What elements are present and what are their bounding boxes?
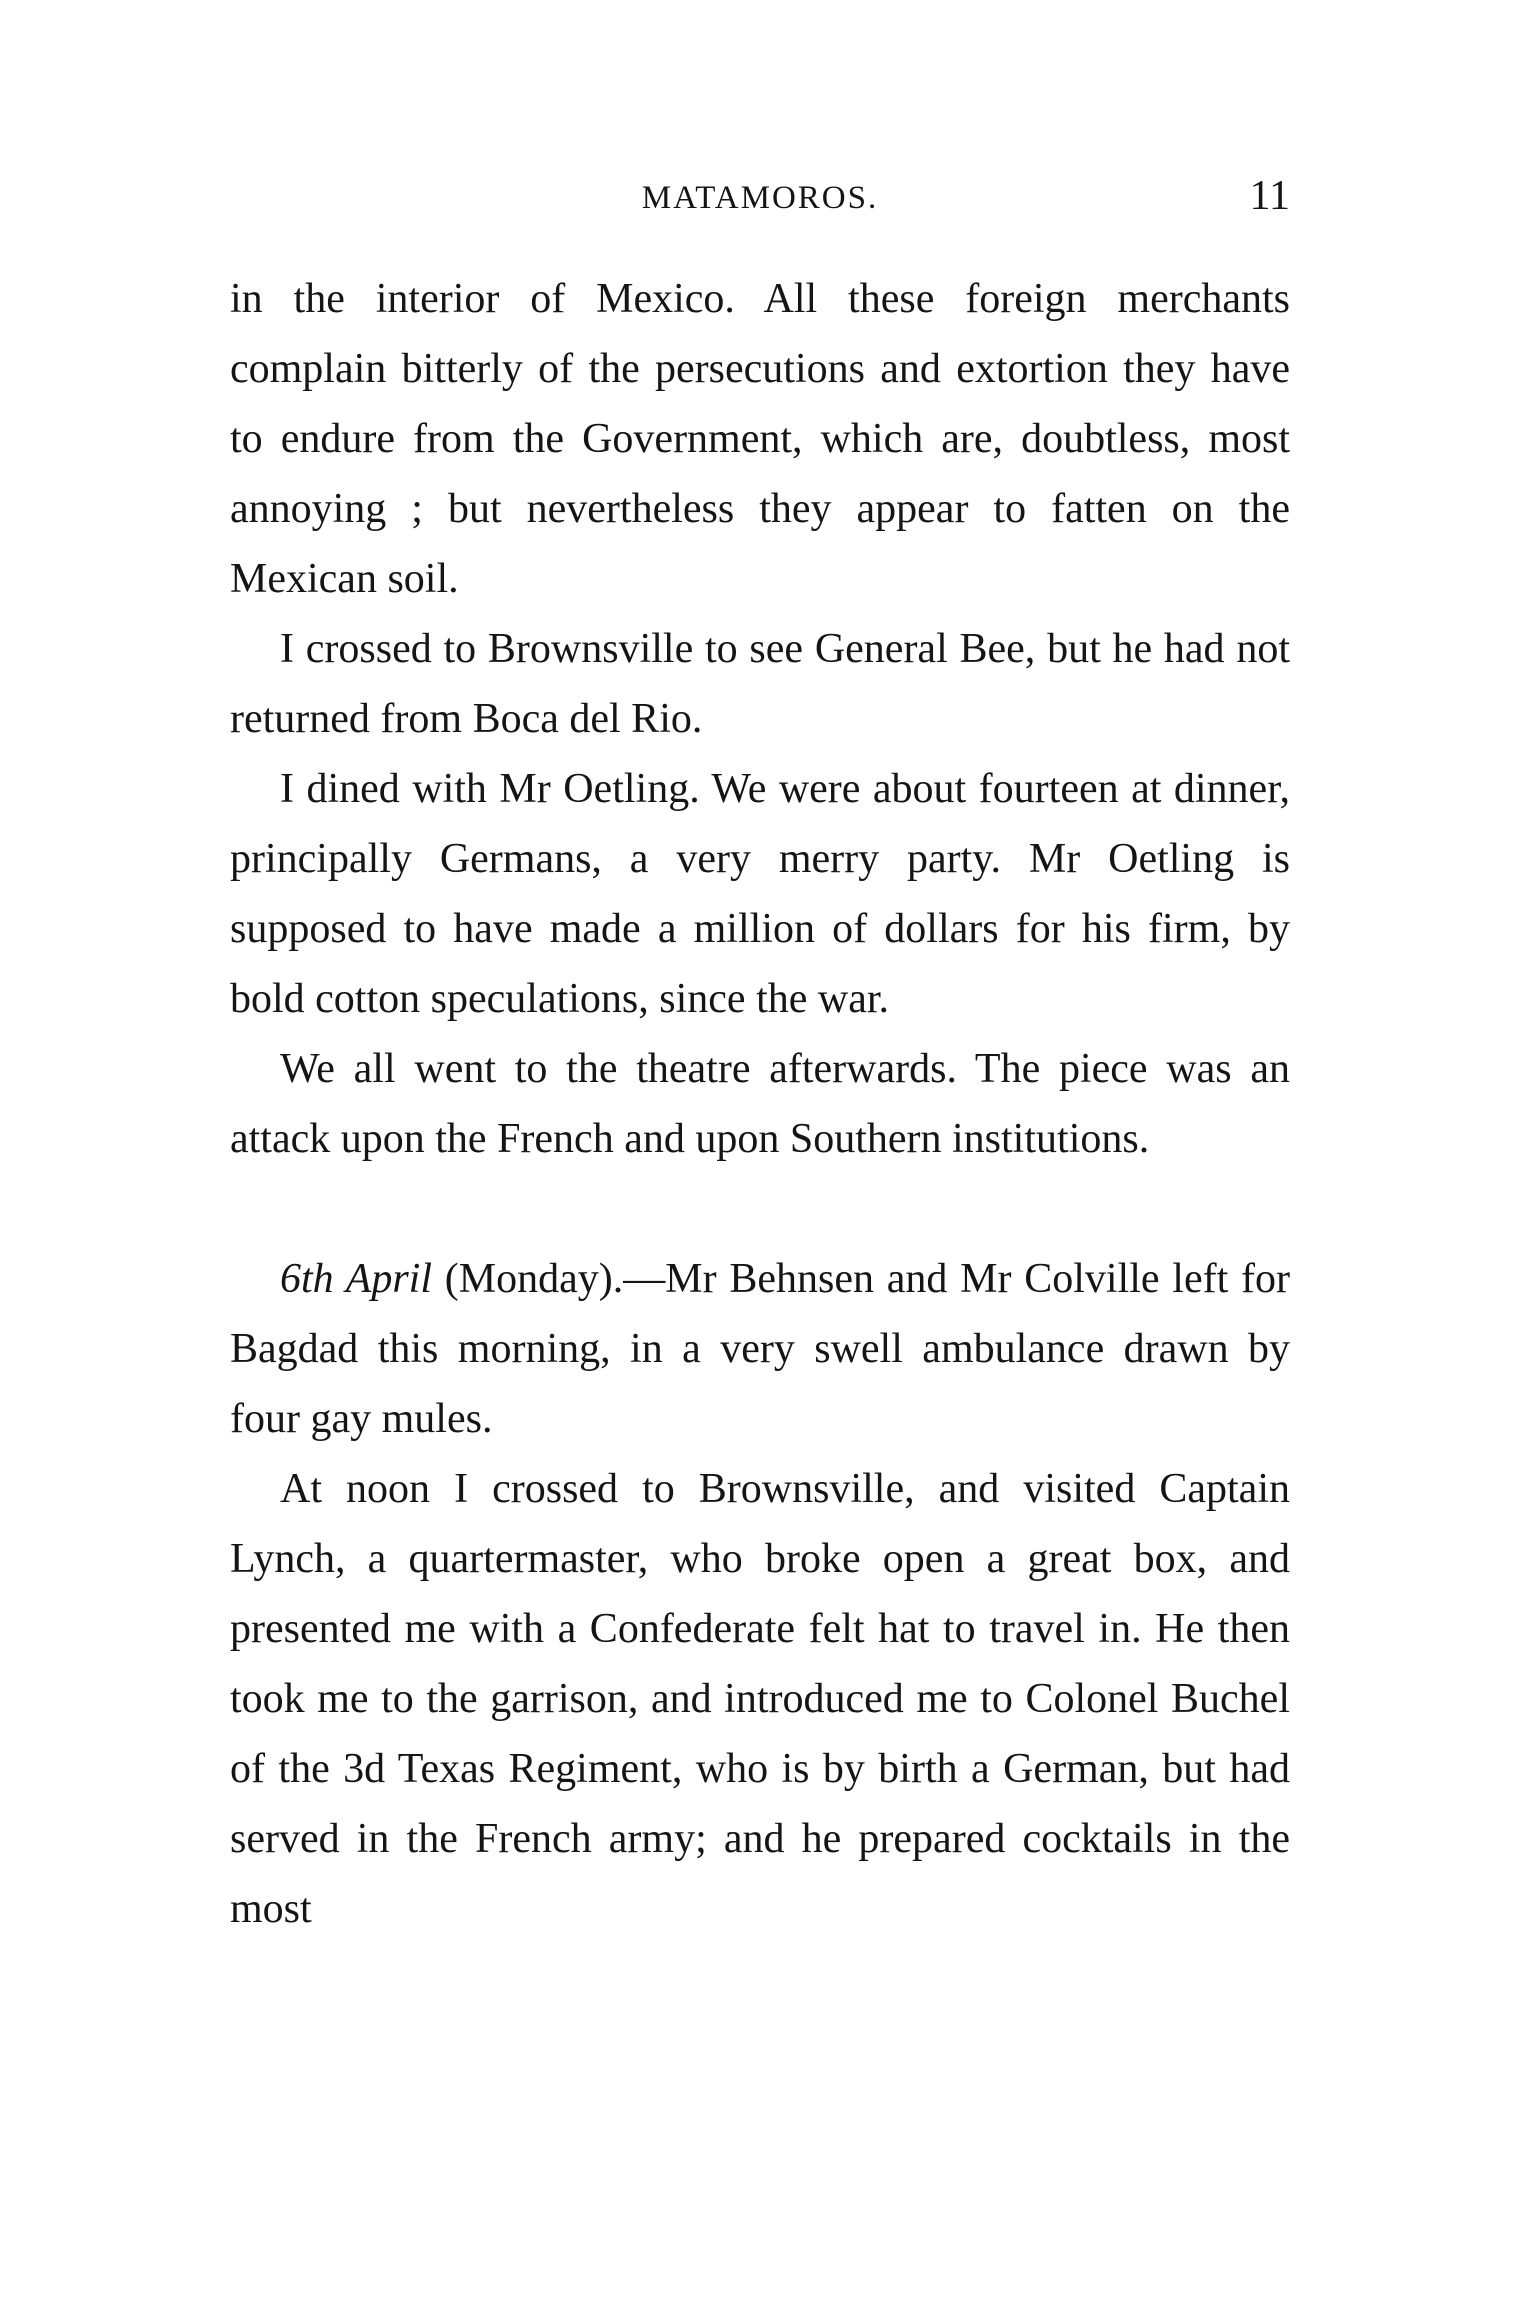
paragraph-captain-lynch: At noon I crossed to Brownsville, and visited Captain Lynch, a quartermaster, who broke open a great box, and presented me with a Confederate felt hat to travel in. He then took me to the garrison, and introduced me to Colonel Buchel of the 3d Texas Regiment, who is by birth a German, but had served in the French army; and he prepared cocktails in the most [230, 1466, 1290, 1932]
paragraph-continuation: in the interior of Mexico. All these foreign merchants complain bitterly of the persecutions and extortion they have to endure from the Government, which are, doubtless, most annoying ; but nevertheless they appear to fatten on the Mexican soil. [230, 276, 1290, 602]
page-header [230, 172, 1290, 232]
diary-entry-paragraph [230, 1244, 1290, 1454]
running-head: MATAMOROS. [641, 180, 879, 216]
entry-text: (Monday).—Mr Behnsen and Mr Colville left for Bagdad this morning, in a very swell ambulance drawn by four gay mules. [230, 1256, 1290, 1442]
paragraph-dinner: I dined with Mr Oetling. We were about fourteen at dinner, principally Germans, a very merry party. Mr Oetling is supposed to have made a million of dollars for his firm, by bold cotton speculations, since the war. [230, 766, 1290, 1022]
entry-date: 6th April [280, 1256, 433, 1302]
paragraph-theatre: We all went to the theatre afterwards. The piece was an attack upon the French and upon Southern institutions. [230, 1046, 1290, 1162]
paragraph-brownsville: I crossed to Brownsville to see General Bee, but he had not returned from Boca del Rio. [230, 626, 1290, 742]
body-text [230, 264, 1290, 1944]
page-number: 11 [1249, 173, 1290, 219]
